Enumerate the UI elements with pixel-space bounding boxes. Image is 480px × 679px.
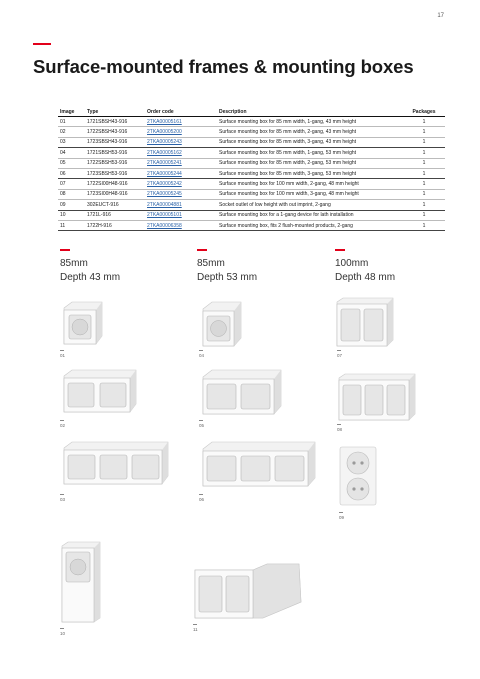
cell-type: 302EUCT-916 [85,200,145,210]
cell-image: 11 [58,220,85,230]
caption-11: 11 [193,627,198,632]
header-type: Type [85,107,145,117]
product-image-11 [193,562,303,620]
cell-type: 1723SI00H48-916 [85,189,145,199]
column-accent-bar [335,249,345,251]
product-image-06 [199,440,317,488]
product-image-01 [60,300,104,346]
cell-order-code[interactable]: 2TKA00005162 [145,148,217,158]
page-title: Surface-mounted frames & mounting boxes [33,56,414,77]
caption-10: 10 [60,631,66,636]
product-image-10 [60,540,104,624]
table-row [58,189,445,199]
cell-description: Surface mounting box for 85 mm width, 3-gang, 43 mm height [217,137,403,147]
product-image-07 [335,296,395,348]
cell-image: 09 [58,200,85,210]
cell-image: 07 [58,179,85,189]
product-image-03 [60,440,170,486]
cell-order-code[interactable]: 2TKA00005243 [145,137,217,147]
cell-order-code[interactable]: 2TKA00005241 [145,158,217,168]
table-row [58,127,445,137]
cell-description: Surface mounting box for 85 mm width, 1-gang, 53 mm height [217,148,403,158]
cell-image: 10 [58,210,85,220]
cell-description: Surface mounting box for 100 mm width, 2-gang, 48 mm height [217,179,403,189]
cell-packages: 1 [403,200,445,210]
cell-order-code[interactable]: 2TKA00005161 [145,117,217,127]
table-row [58,148,445,158]
caption-08: 08 [337,427,343,432]
table-row [58,168,445,178]
cell-packages: 1 [403,117,445,127]
product-image-05 [199,368,283,416]
column-depth-label: Depth 53 mm [197,272,258,283]
caption-dash [60,420,64,421]
table-row [58,179,445,189]
caption-dash [337,424,341,425]
cell-image: 04 [58,148,85,158]
header-image: Image [58,107,85,117]
cell-order-code[interactable]: 2TKA00005200 [145,127,217,137]
caption-01: 01 [60,353,66,358]
cell-description: Surface mounting box for 85 mm width, 1-gang, 43 mm height [217,117,403,127]
cell-description: Surface mounting box for 100 mm width, 3-gang, 48 mm height [217,189,403,199]
cell-packages: 1 [403,148,445,158]
caption-dash [199,350,203,351]
column-width-label: 85mm [60,258,88,269]
caption-04: 04 [199,353,205,358]
caption-06: 06 [199,497,205,502]
caption-dash [337,350,341,351]
caption-05: 05 [199,423,205,428]
caption-dash [60,350,64,351]
cell-order-code[interactable]: 2TKA00005242 [145,179,217,189]
caption-dash [60,628,64,629]
title-accent-bar [33,43,51,45]
cell-description: Surface mounting box for 85 mm width, 3-gang, 53 mm height [217,168,403,178]
cell-order-code[interactable]: 2TKA00005244 [145,168,217,178]
product-image-09 [339,446,379,508]
caption-03: 03 [60,497,66,502]
cell-image: 08 [58,189,85,199]
cell-description: Surface mounting box for 85 mm width, 2-gang, 53 mm height [217,158,403,168]
caption-07: 07 [337,353,343,358]
cell-type: 1721L-916 [85,210,145,220]
header-packages: Packages [403,107,445,117]
column-heading-53 [197,257,257,285]
product-image-08 [337,372,417,422]
cell-type: 1721SBSH53-916 [85,148,145,158]
product-image-02 [60,368,138,414]
table-row [58,158,445,168]
cell-order-code[interactable]: 2TKA00005101 [145,210,217,220]
column-accent-bar [60,249,70,251]
cell-description: Surface mounting box, fits 2 flush-mounted products, 2-gang [217,220,403,230]
table-row [58,117,445,127]
cell-image: 02 [58,127,85,137]
column-accent-bar [197,249,207,251]
cell-description: Socket outlet of low height with out imprint, 2-gang [217,200,403,210]
caption-dash [339,512,343,513]
page-number: 17 [437,13,444,19]
cell-type: 1722SBSH43-916 [85,127,145,137]
column-depth-label: Depth 48 mm [335,272,396,283]
cell-packages: 1 [403,137,445,147]
column-depth-label: Depth 43 mm [60,272,121,283]
caption-dash [199,420,203,421]
cell-image: 01 [58,117,85,127]
cell-type: 1723SBSH43-916 [85,137,145,147]
table-row [58,137,445,147]
caption-dash [199,494,203,495]
caption-09: 09 [339,515,345,520]
cell-packages: 1 [403,158,445,168]
table-row [58,210,445,220]
cell-order-code[interactable]: 2TKA00004881 [145,200,217,210]
table-row [58,220,445,230]
column-width-label: 100mm [335,258,369,269]
caption-02: 02 [60,423,66,428]
table-row [58,200,445,210]
cell-type: 1722SI00H48-916 [85,179,145,189]
product-image-04 [199,300,243,348]
cell-type: 1722H-916 [85,220,145,230]
cell-image: 06 [58,168,85,178]
cell-packages: 1 [403,127,445,137]
cell-type: 1721SBSH43-916 [85,117,145,127]
cell-description: Surface mounting box for a 1-gang device for lath installation [217,210,403,220]
cell-image: 05 [58,158,85,168]
table-header-row [58,107,445,117]
caption-dash [193,624,197,625]
cell-type: 1723SBSH53-916 [85,168,145,178]
column-heading-43 [60,257,120,285]
header-order-code: Order code [145,107,217,117]
cell-packages: 1 [403,210,445,220]
column-width-label: 85mm [197,258,225,269]
cell-type: 1722SBSH53-916 [85,158,145,168]
column-heading-48 [335,257,395,285]
cell-packages: 1 [403,189,445,199]
cell-description: Surface mounting box for 85 mm width, 2-gang, 43 mm height [217,127,403,137]
header-description: Description [217,107,403,117]
cell-packages: 1 [403,220,445,230]
cell-packages: 1 [403,168,445,178]
caption-dash [60,494,64,495]
cell-order-code[interactable]: 2TKA00005245 [145,189,217,199]
products-table [58,107,445,231]
cell-image: 03 [58,137,85,147]
cell-order-code[interactable]: 2TKA00006358 [145,220,217,230]
cell-packages: 1 [403,179,445,189]
